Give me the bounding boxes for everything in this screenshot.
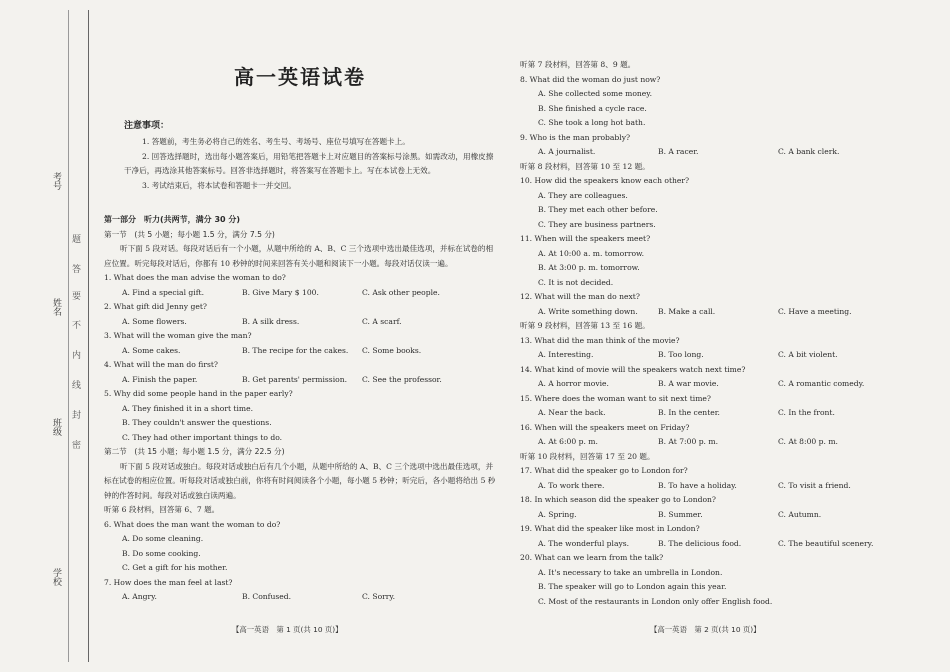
option-b: B. A silk dress. — [242, 316, 300, 326]
question-text: 4. What will the man do first? — [104, 360, 218, 369]
options-row — [520, 508, 910, 523]
exam-number-label: 考号 — [51, 172, 61, 190]
options-row — [520, 305, 910, 320]
option-c: C. A romantic comedy. — [778, 379, 865, 388]
option-b: B. The speaker will go to London again this year. — [538, 582, 727, 591]
option-b: B. A racer. — [658, 147, 699, 156]
question-text: 8. What did the woman do just now? — [520, 74, 661, 84]
question-block — [520, 73, 910, 131]
question-block — [520, 131, 910, 160]
option-a: A. Finish the paper. — [122, 374, 198, 384]
option-c: C. Autumn. — [778, 509, 822, 519]
question-text: 14. What kind of movie will the speakers watch next time? — [520, 364, 746, 374]
options-row — [520, 406, 910, 421]
question-block — [104, 576, 496, 605]
question-text: 16. When will the speakers meet on Friday? — [520, 422, 690, 432]
option-a: A. Near the back. — [538, 408, 606, 417]
option-a: A. The wonderful plays. — [538, 538, 630, 548]
question-block — [520, 493, 910, 522]
class-label: 班级 — [51, 418, 61, 436]
options-row — [104, 344, 496, 359]
option-a: A. Some flowers. — [122, 316, 187, 326]
question-text: 19. What did the speaker like most in London? — [520, 524, 700, 533]
options-row — [520, 435, 910, 450]
option-b: B. A war movie. — [658, 379, 719, 388]
question-block — [104, 518, 496, 576]
page-1-column — [104, 58, 496, 605]
options-row — [520, 377, 910, 392]
material-note: 听第 8 段材料，回答第 10 至 12 题。 — [520, 161, 650, 171]
question-text: 1. What does the man advise the woman to do? — [104, 273, 286, 282]
question-text: 7. How does the man feel at last? — [104, 577, 233, 587]
option-c: C. Have a meeting. — [778, 306, 852, 316]
option-a: A. Write something down. — [538, 306, 638, 316]
option-c: C. At 8:00 p. m. — [778, 437, 838, 446]
binding-mark: 封 — [72, 411, 82, 421]
option-a: A. At 6:00 p. m. — [538, 437, 598, 446]
question-block — [520, 551, 910, 609]
option-c: C. A bank clerk. — [778, 147, 840, 156]
option-c: C. A scarf. — [362, 316, 402, 326]
option-c: C. To visit a friend. — [778, 480, 851, 490]
option-b: B. They met each other before. — [538, 205, 658, 214]
option-b: B. The delicious food. — [658, 538, 742, 548]
question-block — [104, 358, 496, 387]
option-c: C. They are business partners. — [538, 219, 656, 229]
option-c: C. She took a long hot bath. — [538, 118, 646, 127]
option-b: B. Give Mary $ 100. — [242, 287, 319, 297]
binding-margin — [0, 0, 95, 672]
option-c: C. Some books. — [362, 345, 422, 355]
option-a: A. It's necessary to take an umbrella in London. — [538, 567, 723, 577]
question-text: 10. How did the speakers know each other? — [520, 176, 690, 185]
option-c: C. A bit violent. — [778, 350, 838, 359]
option-a: A. Do some cleaning. — [122, 534, 204, 543]
option-b: B. At 7:00 p. m. — [658, 437, 718, 446]
notice-item: 2. 回答选择题时，选出每小题答案后，用铅笔把答题卡上对应题目的答案标号涂黑。如需改动，用橡皮擦干净后，再选涂其他答案标号。回答非选择题时，将答案写在答题卡上。写在本试卷上无效。 — [124, 151, 494, 175]
instructions: 听下面 5 段对话。每段对话后有一个小题，从题中所给的 A、B、C 三个选项中选出最佳选项，并标在试卷的相应位置。听完每段对话后，你都有 10 秒钟的时间来回答有关小题和阅读下一小题。每段对话仅读一遍。 — [104, 244, 494, 268]
instructions: 听下面 5 段对话或独白。每段对话或独白后有几个小题，从题中所给的 A、B、C 三个选项中选出最佳选项，并标在试卷的相应位置。听每段对话或独白前，你将有时间阅读各个小题，每小题 5 秒钟；听完后，各小题将给出 5 秒钟的作答时间。每段对话或独白读两遍。 — [104, 461, 496, 500]
option-c: C. Get a gift for his mother. — [122, 563, 228, 572]
option-a: A. She collected some money. — [538, 89, 652, 98]
binding-line — [88, 10, 89, 662]
question-text: 3. What will the woman give the man? — [104, 331, 252, 340]
question-block — [104, 271, 496, 300]
option-b: B. Confused. — [242, 592, 292, 601]
page-footer: 【高一英语 第 1 页(共 10 页)】 — [232, 625, 343, 634]
options-row — [520, 145, 910, 160]
page-2-column — [520, 58, 910, 609]
question-block — [520, 232, 910, 290]
option-c: C. Sorry. — [362, 592, 396, 601]
option-b: B. Get parents' permission. — [242, 374, 347, 384]
option-b: B. Do some cooking. — [122, 548, 201, 558]
question-block — [520, 363, 910, 392]
notice-heading: 注意事项： — [124, 120, 170, 131]
question-block — [104, 329, 496, 358]
option-a: A. Spring. — [538, 509, 577, 519]
binding-mark: 线 — [72, 381, 82, 391]
options-row — [104, 373, 496, 388]
options-row — [104, 286, 496, 301]
question-text: 15. Where does the woman want to sit next time? — [520, 393, 712, 403]
question-block — [520, 174, 910, 232]
option-a: A. At 10:00 a. m. tomorrow. — [538, 248, 645, 258]
question-text: 11. When will the speakers meet? — [520, 234, 651, 243]
binding-mark: 要 — [72, 292, 82, 302]
binding-mark: 内 — [72, 351, 82, 361]
options-row — [520, 537, 910, 552]
name-label: 姓名 — [51, 298, 61, 316]
binding-mark: 密 — [72, 441, 82, 451]
binding-mark: 题 — [72, 235, 82, 245]
option-c: C. See the professor. — [362, 374, 442, 384]
binding-mark: 答 — [72, 265, 82, 275]
option-b: B. Too long. — [658, 350, 704, 359]
option-a: A. To work there. — [538, 480, 605, 490]
option-b: B. They couldn't answer the questions. — [122, 418, 272, 427]
option-a: A. They finished it in a short time. — [122, 403, 254, 413]
notice-item: 1. 答题前，考生务必将自己的姓名、考生号、考场号、座位号填写在答题卡上。 — [142, 137, 410, 146]
question-text: 9. Who is the man probably? — [520, 132, 631, 142]
question-block — [520, 421, 910, 450]
question-text: 2. What gift did Jenny get? — [104, 302, 207, 311]
question-block — [520, 392, 910, 421]
option-b: B. She finished a cycle race. — [538, 103, 647, 113]
option-b: B. To have a holiday. — [658, 480, 737, 490]
option-a: A. Some cakes. — [122, 345, 181, 355]
option-b: B. Make a call. — [658, 306, 716, 316]
options-row — [520, 348, 910, 363]
options-row — [104, 590, 496, 605]
question-text: 6. What does the man want the woman to do? — [104, 519, 281, 529]
binding-line-dashed — [68, 10, 69, 662]
material-note: 听第 7 段材料，回答第 8、9 题。 — [520, 60, 636, 69]
option-a: A. Find a special gift. — [122, 287, 204, 297]
option-a: A. They are colleagues. — [538, 190, 628, 200]
option-c: C. The beautiful scenery. — [778, 538, 874, 548]
option-a: A. A journalist. — [538, 147, 596, 156]
material-note: 听第 6 段材料，回答第 6、7 题。 — [104, 505, 220, 514]
page-footer: 【高一英语 第 2 页(共 10 页)】 — [650, 625, 761, 634]
question-block — [520, 464, 910, 493]
option-c: C. Ask other people. — [362, 287, 440, 297]
option-a: A. Angry. — [122, 592, 157, 601]
options-row — [520, 479, 910, 494]
school-label: 学校 — [51, 568, 61, 586]
option-b: B. At 3:00 p. m. tomorrow. — [538, 263, 640, 272]
exam-title: 高一英语试卷 — [234, 65, 366, 89]
question-text: 12. What will the man do next? — [520, 292, 640, 301]
material-note: 听第 9 段材料，回答第 13 至 16 题。 — [520, 321, 650, 330]
option-c: C. They had other important things to do. — [122, 432, 283, 442]
option-a: A. A horror movie. — [538, 379, 609, 388]
question-block — [520, 290, 910, 319]
option-b: B. In the center. — [658, 408, 720, 417]
question-block — [104, 300, 496, 329]
option-c: C. In the front. — [778, 408, 835, 417]
section-heading: 第二节 (共 15 小题；每小题 1.5 分，满分 22.5 分) — [104, 447, 285, 456]
part-heading: 第一部分 听力(共两节，满分 30 分) — [104, 215, 241, 224]
option-c: C. Most of the restaurants in London only offer English food. — [538, 596, 773, 606]
option-b: B. Summer. — [658, 509, 703, 519]
question-text: 18. In which season did the speaker go to London? — [520, 495, 716, 504]
question-block — [520, 334, 910, 363]
option-a: A. Interesting. — [538, 350, 594, 359]
question-block — [520, 522, 910, 551]
notice-item: 3. 考试结束后，将本试卷和答题卡一并交回。 — [142, 180, 296, 190]
question-text: 20. What can we learn from the talk? — [520, 553, 664, 562]
options-row — [104, 315, 496, 330]
material-note: 听第 10 段材料，回答第 17 至 20 题。 — [520, 451, 655, 461]
section-heading: 第一节 (共 5 小题；每小题 1.5 分，满分 7.5 分) — [104, 229, 275, 239]
option-b: B. The recipe for the cakes. — [242, 345, 349, 355]
binding-mark: 不 — [72, 321, 82, 331]
option-c: C. It is not decided. — [538, 277, 614, 287]
question-block — [104, 387, 496, 445]
question-text: 17. What did the speaker go to London for? — [520, 466, 688, 475]
question-text: 5. Why did some people hand in the paper early? — [104, 389, 293, 398]
question-text: 13. What did the man think of the movie? — [520, 335, 680, 345]
